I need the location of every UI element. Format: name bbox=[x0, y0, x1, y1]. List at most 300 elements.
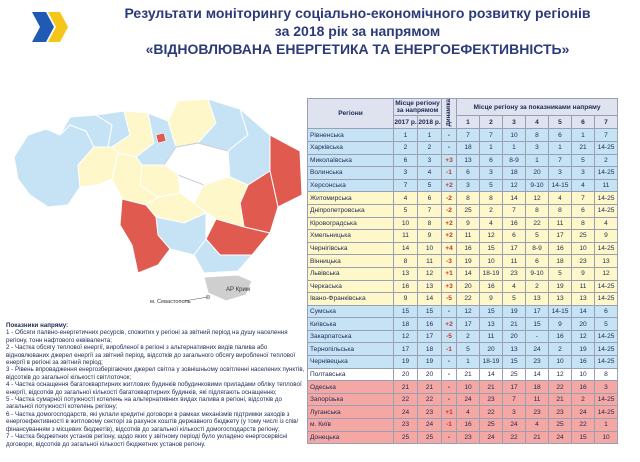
place-2017-cell: 21 bbox=[394, 381, 418, 394]
region-name-cell: Київська bbox=[308, 318, 394, 331]
indicator-cell: 14-25 bbox=[595, 167, 618, 180]
table-row bbox=[308, 141, 618, 154]
place-2018-cell: 21 bbox=[418, 381, 442, 394]
place-2017-cell: 17 bbox=[394, 343, 418, 356]
indicator-cell: 10 bbox=[572, 368, 595, 381]
table-row bbox=[308, 280, 618, 293]
indicator-cell: 16 bbox=[503, 217, 526, 230]
indicator-cell: 3 bbox=[526, 141, 549, 154]
indicator-cell: 17 bbox=[503, 381, 526, 394]
region-name-cell: Черкаська bbox=[308, 280, 394, 293]
place-2017-cell: 7 bbox=[394, 179, 418, 192]
table-row bbox=[308, 343, 618, 356]
table-row bbox=[308, 431, 618, 444]
indicator-cell: 8 bbox=[457, 192, 480, 205]
indicator-cell: - bbox=[526, 330, 549, 343]
place-2017-cell: 25 bbox=[394, 431, 418, 444]
indicator-cell: 4 bbox=[457, 406, 480, 419]
indicator-cell: 13 bbox=[572, 293, 595, 306]
indicator-cell: 8 bbox=[595, 368, 618, 381]
indicators-legend bbox=[6, 322, 306, 448]
indicator-cell: 4 bbox=[572, 179, 595, 192]
indicator-cell: 5 bbox=[595, 318, 618, 331]
indicator-cell: 10 bbox=[480, 255, 503, 268]
indicator-cell: 13 bbox=[480, 318, 503, 331]
region-name-cell: Харківська bbox=[308, 141, 394, 154]
indicator-cell: 9 bbox=[480, 293, 503, 306]
table-row bbox=[308, 230, 618, 243]
indicator-cell: 19 bbox=[572, 343, 595, 356]
indicator-cell: 18-19 bbox=[480, 267, 503, 280]
indicator-cell: 14 bbox=[457, 267, 480, 280]
indicator-cell: 11 bbox=[549, 217, 572, 230]
indicator-cell: 18 bbox=[457, 141, 480, 154]
indicator-cell: 4 bbox=[480, 217, 503, 230]
place-2018-cell: 24 bbox=[418, 419, 442, 432]
indicator-cell: 2 bbox=[572, 393, 595, 406]
indicator-cell: 8 bbox=[480, 192, 503, 205]
indicator-cell: 5 bbox=[572, 154, 595, 167]
indicator-cell: 22 bbox=[457, 293, 480, 306]
region-name-cell: Чернівецька bbox=[308, 356, 394, 369]
indicator-cell: 21 bbox=[480, 381, 503, 394]
table-row bbox=[308, 330, 618, 343]
place-2018-cell: 6 bbox=[418, 192, 442, 205]
dynamics-cell: -5 bbox=[442, 330, 457, 343]
indicator-cell: 7 bbox=[457, 129, 480, 142]
indicator-cell: 25 bbox=[549, 419, 572, 432]
indicator-cell: 12 bbox=[457, 305, 480, 318]
indicator-cell: 18-19 bbox=[480, 356, 503, 369]
table-row bbox=[308, 356, 618, 369]
indicator-cell: 14-15 bbox=[549, 305, 572, 318]
place-2017-cell: 5 bbox=[394, 204, 418, 217]
place-2018-cell: 13 bbox=[418, 280, 442, 293]
page-title bbox=[80, 4, 635, 58]
title-line-3: «ВІДНОВЛЮВАНА ЕНЕРГЕТИКА ТА ЕНЕРГОЕФЕКТИВНІСТЬ» bbox=[145, 41, 570, 57]
indicator-cell: 5 bbox=[526, 230, 549, 243]
indicator-cell: 10 bbox=[549, 356, 572, 369]
dynamics-cell: - bbox=[442, 368, 457, 381]
legend-item: 3 - Рівень впровадження енергозберігаючих джерел світла у зовнішньому освітленні населених пунктів, відсотків до загальної кількості світлоточок; bbox=[6, 366, 305, 381]
indicator-cell: 6 bbox=[457, 167, 480, 180]
indicator-cell: 24 bbox=[503, 419, 526, 432]
indicator-cell: 11 bbox=[526, 393, 549, 406]
indicator-cell: 4 bbox=[595, 217, 618, 230]
indicator-cell: 14-15 bbox=[549, 179, 572, 192]
indicator-cell: 12 bbox=[480, 230, 503, 243]
place-2017-cell: 3 bbox=[394, 167, 418, 180]
indicator-cell: 15 bbox=[480, 305, 503, 318]
indicator-cell: 21 bbox=[526, 431, 549, 444]
legend-item: 6 - Частка домогосподарств, які уклали кредитні договори в рамках механізмів підтримки заходів з енергоефективності в житловому секторі за рахунок коштів державного бюджету (у тому числі із спів/фінансуванням з місцевих бюджетів), відсотків до загальної кількості домогосподарств регіону; bbox=[6, 410, 299, 433]
header-dynamics: Динаміка bbox=[442, 99, 457, 129]
table-row bbox=[308, 267, 618, 280]
indicator-cell: 6 bbox=[480, 154, 503, 167]
indicator-cell: 6 bbox=[572, 204, 595, 217]
region-name-cell: Івано-Франківська bbox=[308, 293, 394, 306]
dynamics-cell: - bbox=[442, 381, 457, 394]
indicator-cell: 11 bbox=[480, 330, 503, 343]
region-name-cell: Дніпропетровська bbox=[308, 204, 394, 217]
indicator-cell: 22 bbox=[572, 419, 595, 432]
place-2018-cell: 3 bbox=[418, 154, 442, 167]
indicator-cell: 13 bbox=[457, 154, 480, 167]
indicator-cell: 7 bbox=[572, 192, 595, 205]
legend-item: 1 - Обсяги палвно-енергетичних ресурсів, спожитих у регіоні за звітний період на душу населення регіону, тонн нафтового еквівалента; bbox=[6, 329, 288, 344]
dynamics-cell: -1 bbox=[442, 167, 457, 180]
place-2018-cell: 5 bbox=[418, 179, 442, 192]
indicator-cell: 13 bbox=[526, 293, 549, 306]
region-name-cell: Одеська bbox=[308, 381, 394, 394]
indicator-cell: 1 bbox=[457, 356, 480, 369]
header-region: Регіони bbox=[308, 99, 394, 129]
indicator-cell: 20 bbox=[572, 318, 595, 331]
indicator-cell: 8 bbox=[549, 204, 572, 217]
indicator-cell: 13 bbox=[549, 293, 572, 306]
dynamics-cell: - bbox=[442, 431, 457, 444]
indicator-cell: 2 bbox=[526, 280, 549, 293]
region-name-cell: Луганська bbox=[308, 406, 394, 419]
place-2017-cell: 9 bbox=[394, 293, 418, 306]
indicator-cell: 2 bbox=[595, 154, 618, 167]
place-2017-cell: 23 bbox=[394, 419, 418, 432]
indicator-cell: 3 bbox=[503, 406, 526, 419]
region-name-cell: м. Київ bbox=[308, 419, 394, 432]
dynamics-cell: +2 bbox=[442, 217, 457, 230]
place-2017-cell: 14 bbox=[394, 242, 418, 255]
indicator-cell: 7 bbox=[595, 129, 618, 142]
indicator-cell: 2 bbox=[480, 204, 503, 217]
place-2018-cell: 15 bbox=[418, 305, 442, 318]
indicator-cell: 6 bbox=[503, 230, 526, 243]
indicator-cell: 9-10 bbox=[526, 179, 549, 192]
indicator-cell: 10 bbox=[595, 431, 618, 444]
place-2018-cell: 2 bbox=[418, 141, 442, 154]
indicator-cell: 21 bbox=[457, 368, 480, 381]
indicator-cell: 5 bbox=[503, 293, 526, 306]
indicator-cell: 25 bbox=[480, 419, 503, 432]
indicator-cell: 14-25 bbox=[595, 393, 618, 406]
indicator-cell: 15 bbox=[480, 242, 503, 255]
indicator-cell: 3 bbox=[457, 179, 480, 192]
legend-item: 5 - Частка сумарної потужності котелень на альтернативних видах палива в регіоні, відсотків до загальної потужності котелень регіону; bbox=[6, 396, 282, 411]
place-2018-cell: 23 bbox=[418, 406, 442, 419]
place-2018-cell: 17 bbox=[418, 330, 442, 343]
ministry-logo-icon bbox=[30, 10, 72, 44]
place-2017-cell: 22 bbox=[394, 393, 418, 406]
indicator-cell: 24 bbox=[549, 431, 572, 444]
map-region-kyiv-city bbox=[156, 133, 166, 143]
indicator-cell: 6 bbox=[595, 305, 618, 318]
header-col-2: 2 bbox=[480, 116, 503, 129]
indicator-cell: 14-25 bbox=[595, 242, 618, 255]
place-2018-cell: 20 bbox=[418, 368, 442, 381]
indicator-cell: 6 bbox=[549, 129, 572, 142]
indicator-cell: 10 bbox=[503, 129, 526, 142]
indicator-cell: 22 bbox=[503, 431, 526, 444]
region-name-cell: Львівська bbox=[308, 267, 394, 280]
place-2017-cell: 20 bbox=[394, 368, 418, 381]
indicator-cell: 17 bbox=[457, 318, 480, 331]
indicator-cell: 12 bbox=[572, 330, 595, 343]
place-2017-cell: 13 bbox=[394, 267, 418, 280]
table-row bbox=[308, 217, 618, 230]
place-2018-cell: 7 bbox=[418, 204, 442, 217]
indicator-cell: 3 bbox=[595, 381, 618, 394]
indicator-cell: 16 bbox=[457, 242, 480, 255]
place-2018-cell: 14 bbox=[418, 293, 442, 306]
indicator-cell: 23 bbox=[457, 431, 480, 444]
table-row bbox=[308, 419, 618, 432]
indicator-cell: 9 bbox=[572, 267, 595, 280]
indicator-cell: 8 bbox=[526, 129, 549, 142]
indicator-cell: 5 bbox=[549, 267, 572, 280]
place-2017-cell: 15 bbox=[394, 305, 418, 318]
table-row bbox=[308, 381, 618, 394]
place-2017-cell: 10 bbox=[394, 217, 418, 230]
indicator-cell: 19 bbox=[457, 255, 480, 268]
table-row bbox=[308, 406, 618, 419]
indicator-cell: 7 bbox=[480, 129, 503, 142]
dynamics-cell: +3 bbox=[442, 280, 457, 293]
indicator-cell: 8 bbox=[526, 204, 549, 217]
indicator-cell: 14-25 bbox=[595, 280, 618, 293]
place-2017-cell: 8 bbox=[394, 255, 418, 268]
region-name-cell: Житомирська bbox=[308, 192, 394, 205]
indicator-cell: 1 bbox=[526, 154, 549, 167]
dynamics-cell: -3 bbox=[442, 255, 457, 268]
indicator-cell: 19 bbox=[549, 280, 572, 293]
dynamics-cell: +2 bbox=[442, 230, 457, 243]
indicator-cell: 2 bbox=[549, 343, 572, 356]
indicator-cell: 15 bbox=[526, 318, 549, 331]
indicator-cell: 20 bbox=[457, 280, 480, 293]
indicator-cell: 14-25 bbox=[595, 356, 618, 369]
region-name-cell: Запорізька bbox=[308, 393, 394, 406]
place-2017-cell: 4 bbox=[394, 192, 418, 205]
dynamics-cell: +2 bbox=[442, 318, 457, 331]
place-2018-cell: 8 bbox=[418, 217, 442, 230]
table-row bbox=[308, 293, 618, 306]
header-year-2017: 2017 р. bbox=[394, 116, 418, 129]
place-2018-cell: 16 bbox=[418, 318, 442, 331]
indicator-cell: 21 bbox=[572, 141, 595, 154]
place-2018-cell: 10 bbox=[418, 242, 442, 255]
indicator-cell: 22 bbox=[480, 406, 503, 419]
indicator-cell: 3 bbox=[480, 167, 503, 180]
indicator-cell: 18 bbox=[549, 255, 572, 268]
indicator-cell: 14-25 bbox=[595, 293, 618, 306]
indicator-cell: 14-25 bbox=[595, 204, 618, 217]
header-col-7: 7 bbox=[595, 116, 618, 129]
title-line-2: за 2018 рік за напрямом bbox=[274, 23, 441, 39]
header-col-3: 3 bbox=[503, 116, 526, 129]
table-row bbox=[308, 167, 618, 180]
indicator-cell: 12 bbox=[526, 192, 549, 205]
place-2017-cell: 6 bbox=[394, 154, 418, 167]
place-2017-cell: 1 bbox=[394, 129, 418, 142]
header-col-1: 1 bbox=[457, 116, 480, 129]
indicator-cell: 9-10 bbox=[526, 267, 549, 280]
indicator-cell: 10 bbox=[572, 242, 595, 255]
table-row bbox=[308, 255, 618, 268]
dynamics-cell: -2 bbox=[442, 204, 457, 217]
indicator-cell: 9 bbox=[595, 230, 618, 243]
indicator-cell: 14 bbox=[526, 368, 549, 381]
dynamics-cell: +2 bbox=[442, 179, 457, 192]
sevastopol-label: м. Севастополь bbox=[150, 299, 191, 305]
indicator-cell: 16 bbox=[549, 330, 572, 343]
header-col-4: 4 bbox=[526, 116, 549, 129]
indicator-cell: 23 bbox=[549, 406, 572, 419]
indicator-cell: 13 bbox=[503, 343, 526, 356]
dynamics-cell: +4 bbox=[442, 242, 457, 255]
indicator-cell: 24 bbox=[572, 406, 595, 419]
place-2017-cell: 19 bbox=[394, 356, 418, 369]
indicator-cell: 14-25 bbox=[595, 330, 618, 343]
place-2018-cell: 12 bbox=[418, 267, 442, 280]
indicator-cell: 7 bbox=[503, 393, 526, 406]
table-row bbox=[308, 129, 618, 142]
indicator-cell: 23 bbox=[480, 393, 503, 406]
indicator-cell: 4 bbox=[549, 192, 572, 205]
indicator-cell: 11 bbox=[457, 230, 480, 243]
dynamics-cell: - bbox=[442, 356, 457, 369]
dynamics-cell: +1 bbox=[442, 406, 457, 419]
indicator-cell: 19 bbox=[503, 305, 526, 318]
indicator-cell: 4 bbox=[526, 419, 549, 432]
indicator-cell: 23 bbox=[503, 267, 526, 280]
indicator-cell: 1 bbox=[503, 141, 526, 154]
indicator-cell: 21 bbox=[549, 393, 572, 406]
table-row bbox=[308, 318, 618, 331]
indicator-cell: 2 bbox=[457, 330, 480, 343]
indicator-cell: 25 bbox=[457, 204, 480, 217]
indicator-cell: 15 bbox=[572, 431, 595, 444]
indicator-cell: 5 bbox=[457, 343, 480, 356]
region-name-cell: Кіровоградська bbox=[308, 217, 394, 230]
indicator-cell: 23 bbox=[572, 255, 595, 268]
indicator-cell: 9 bbox=[457, 217, 480, 230]
indicator-cell: 8-9 bbox=[526, 242, 549, 255]
indicator-cell: 14-25 bbox=[595, 192, 618, 205]
indicator-cell: 24 bbox=[480, 431, 503, 444]
dynamics-cell: - bbox=[442, 393, 457, 406]
region-name-cell: Вінницька bbox=[308, 255, 394, 268]
table-row bbox=[308, 179, 618, 192]
region-name-cell: Рівненська bbox=[308, 129, 394, 142]
indicator-cell: 11 bbox=[503, 255, 526, 268]
legend-item: 2 - Частка обсягу теплової енергії, виробленої в регіоні з альтернативних видів палива або відновлюваних джерел енергії за звітний період, відсотків до загального обсягу виробленої теплової енергії в регіоні за звітний період; bbox=[6, 344, 296, 367]
table-row bbox=[308, 393, 618, 406]
table-row bbox=[308, 305, 618, 318]
crimea-label: АР Крим bbox=[226, 287, 250, 293]
indicator-cell: 14 bbox=[480, 368, 503, 381]
legend-title: Показники напряму: bbox=[6, 322, 69, 329]
indicator-cell: 7 bbox=[549, 154, 572, 167]
region-name-cell: Полтавська bbox=[308, 368, 394, 381]
region-name-cell: Херсонська bbox=[308, 179, 394, 192]
header-indicators: Місце регіону за показниками напряму bbox=[457, 99, 618, 116]
table-row bbox=[308, 154, 618, 167]
region-name-cell: Волинська bbox=[308, 167, 394, 180]
dynamics-cell: -2 bbox=[442, 192, 457, 205]
indicator-cell: 25 bbox=[572, 230, 595, 243]
indicator-cell: 1 bbox=[572, 129, 595, 142]
indicator-cell: 20 bbox=[480, 343, 503, 356]
indicator-cell: 11 bbox=[595, 179, 618, 192]
region-name-cell: Закарпатська bbox=[308, 330, 394, 343]
region-name-cell: Тернопільська bbox=[308, 343, 394, 356]
indicator-cell: 10 bbox=[457, 381, 480, 394]
indicator-cell: 3 bbox=[549, 167, 572, 180]
place-2018-cell: 25 bbox=[418, 431, 442, 444]
indicator-cell: 4 bbox=[503, 280, 526, 293]
header-col-5: 5 bbox=[549, 116, 572, 129]
indicator-cell: 7 bbox=[503, 204, 526, 217]
dynamics-cell: -5 bbox=[442, 293, 457, 306]
title-line-1: Результати моніторингу соціально-економічного розвитку регіонів bbox=[124, 5, 591, 21]
indicator-cell: 6 bbox=[526, 255, 549, 268]
indicator-cell: 16 bbox=[549, 242, 572, 255]
dynamics-cell: - bbox=[442, 141, 457, 154]
indicator-cell: 14 bbox=[572, 305, 595, 318]
indicator-cell: 16 bbox=[480, 280, 503, 293]
header-col-6: 6 bbox=[572, 116, 595, 129]
legend-item: 4 - Частка оснащення багатоквартирних житлових будинків побудинковими приладами обліку теплової енергії, відсотків до загальної кількості багатоквартирних будинків, які підлягають оснащенню; bbox=[6, 381, 302, 396]
region-name-cell: Хмельницька bbox=[308, 230, 394, 243]
place-2018-cell: 4 bbox=[418, 167, 442, 180]
place-2017-cell: 12 bbox=[394, 330, 418, 343]
region-name-cell: Сумська bbox=[308, 305, 394, 318]
indicator-cell: 23 bbox=[526, 406, 549, 419]
indicator-cell: 14-25 bbox=[595, 406, 618, 419]
place-2018-cell: 18 bbox=[418, 343, 442, 356]
indicator-cell: 25 bbox=[503, 368, 526, 381]
place-2018-cell: 11 bbox=[418, 255, 442, 268]
place-2018-cell: 1 bbox=[418, 129, 442, 142]
indicator-cell: 24 bbox=[526, 343, 549, 356]
indicator-cell: 21 bbox=[503, 318, 526, 331]
indicator-cell: 22 bbox=[549, 381, 572, 394]
indicator-cell: 8 bbox=[572, 217, 595, 230]
place-2018-cell: 22 bbox=[418, 393, 442, 406]
indicator-cell: 23 bbox=[526, 356, 549, 369]
indicator-cell: 17 bbox=[503, 242, 526, 255]
table-row bbox=[308, 192, 618, 205]
indicator-cell: 14-25 bbox=[595, 343, 618, 356]
indicator-cell: 3 bbox=[572, 167, 595, 180]
indicator-cell: 20 bbox=[526, 167, 549, 180]
indicator-cell: 15 bbox=[503, 356, 526, 369]
dynamics-cell: -1 bbox=[442, 343, 457, 356]
ukraine-map bbox=[8, 95, 306, 305]
legend-item: 7 - Частка бюджетних установ регіону, щодо яких у звітному періоді було укладено енергосервісні договори, відсотків до загальної кількості бюджетних установ регіону. bbox=[6, 433, 288, 448]
indicator-cell: 22 bbox=[526, 217, 549, 230]
dynamics-cell: - bbox=[442, 305, 457, 318]
header-place: Місце регіону за напрямом bbox=[395, 100, 440, 115]
indicator-cell: 13 bbox=[595, 255, 618, 268]
place-2017-cell: 11 bbox=[394, 230, 418, 243]
indicator-cell: 11 bbox=[572, 280, 595, 293]
place-2017-cell: 16 bbox=[394, 280, 418, 293]
indicator-cell: 1 bbox=[480, 141, 503, 154]
table-row bbox=[308, 204, 618, 217]
table-row bbox=[308, 242, 618, 255]
indicator-cell: 17 bbox=[549, 230, 572, 243]
place-2017-cell: 24 bbox=[394, 406, 418, 419]
